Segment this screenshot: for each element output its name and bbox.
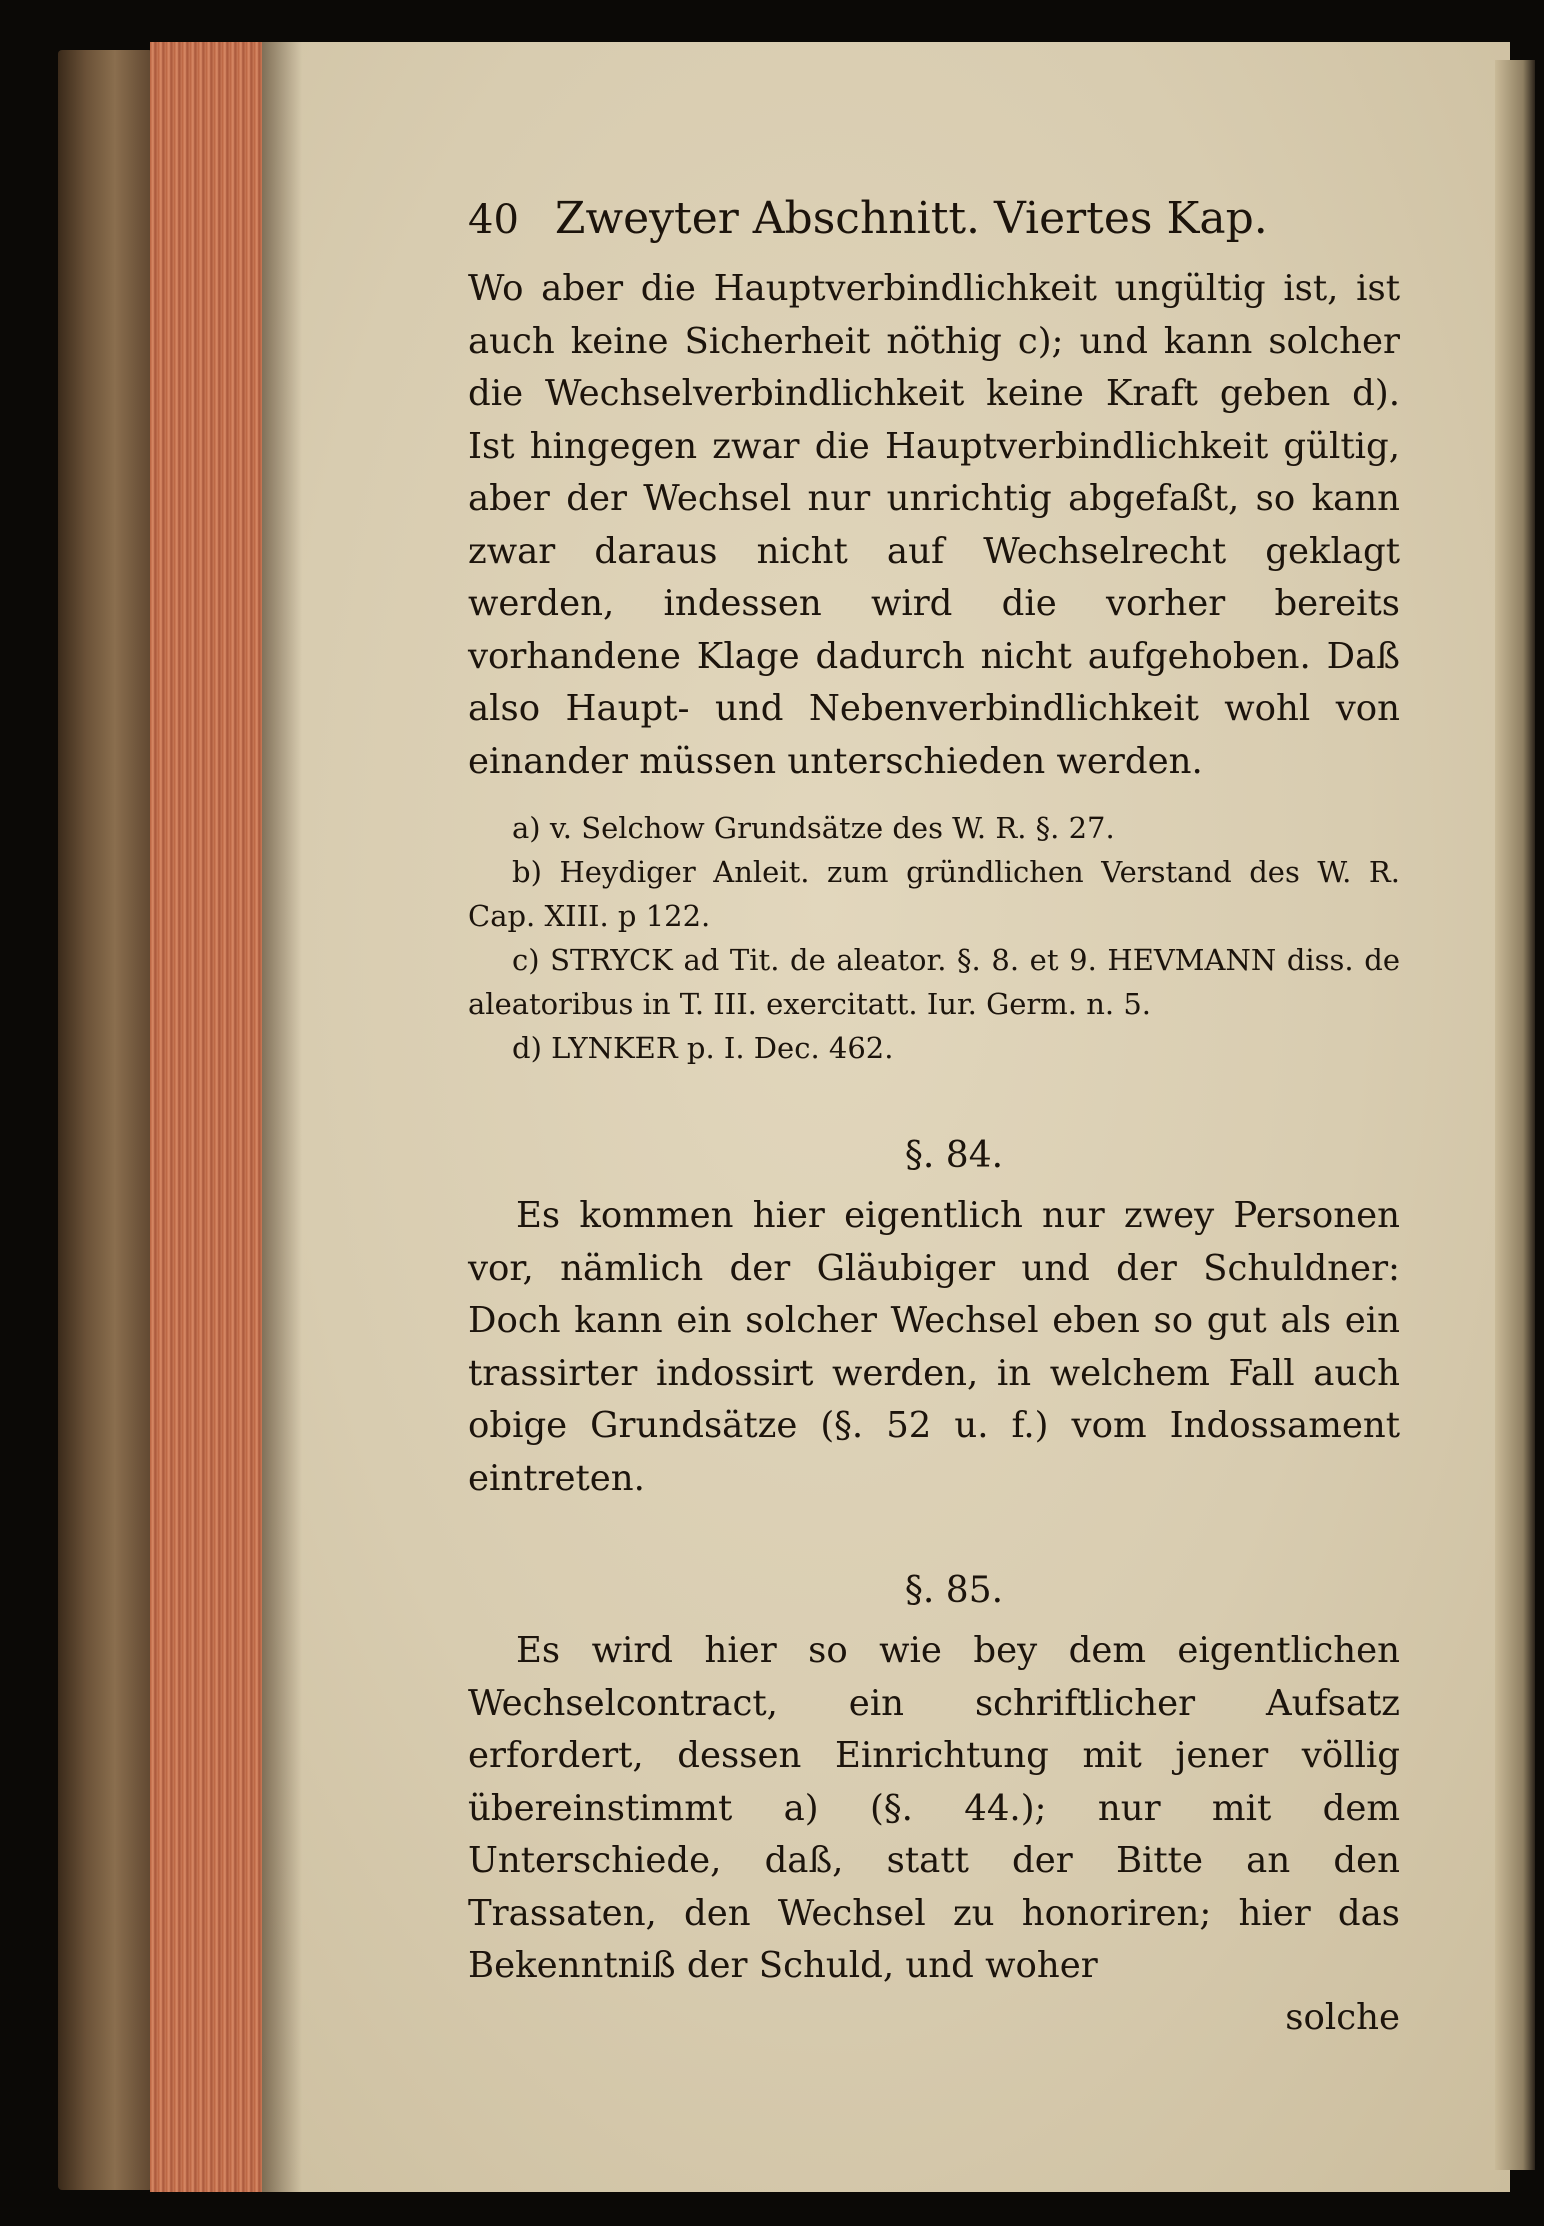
gutter-shadow — [262, 42, 302, 2192]
page-curl-edge — [1495, 60, 1535, 2170]
running-head — [468, 190, 1400, 249]
page-edges — [150, 42, 270, 2192]
section-84-text: Es kommen hier eigentlich nur zwey Personen vor, nämlich der Gläubiger und der Schuldner: Doch kann ein solcher Wechsel eben so gut als ein trassirter indossirt werden, in welchem Fall auch obige Grundsätze (§. 52 u. f.) vom Indossament eintreten. — [468, 1195, 1400, 1499]
footnotes — [468, 806, 1400, 1070]
chapter-title: Zweyter Abschnitt. Viertes Kap. — [554, 193, 1268, 244]
footnote-d: d) LYNKER p. I. Dec. 462. — [512, 1031, 894, 1065]
footnote-b: b) Heydiger Anleit. zum gründlichen Verstand des W. R. Cap. XIII. p 122. — [468, 855, 1400, 933]
section-heading-85: §. 85. — [904, 1570, 1004, 1611]
footnote-c: c) STRYCK ad Tit. de aleator. §. 8. et 9. HEVMANN diss. de aleatoribus in T. III. exercitatt. Iur. Germ. n. 5. — [468, 943, 1400, 1021]
footnote-a: a) v. Selchow Grundsätze des W. R. §. 27. — [512, 811, 1115, 845]
section-85-text: Es wird hier so wie bey dem eigentlichen Wechselcontract, ein schriftlicher Aufsatz erfordert, dessen Einrichtung mit jener völlig übereinstimmt a) (§. 44.); nur mit dem Unterschiede, daß, statt der Bitte an den Trassaten, den Wechsel zu honoriren; hier das Bekenntniß der Schuld, und woher — [468, 1630, 1400, 1986]
page-content — [468, 190, 1400, 2043]
paragraph-1: Wo aber die Hauptverbindlichkeit ungültig ist, ist auch keine Sicherheit nöthig c); und kann solcher die Wechselverbindlichkeit keine Kraft geben d). Ist hingegen zwar die Hauptverbindlichkeit gültig, aber der Wechsel nur unrichtig abgefaßt, so kann zwar daraus nicht auf Wechselrecht geklagt werden, indessen wird die vorher bereits vorhandene Klage dadurch nicht aufgehoben. Daß also Haupt- und Nebenverbindlichkeit wohl von einander müssen unterschieden werden. — [468, 268, 1400, 782]
catchword: solche — [1285, 1996, 1400, 2038]
page-number: 40 — [468, 197, 519, 243]
book-cover-edge — [58, 50, 153, 2190]
section-heading-84: §. 84. — [904, 1135, 1004, 1176]
